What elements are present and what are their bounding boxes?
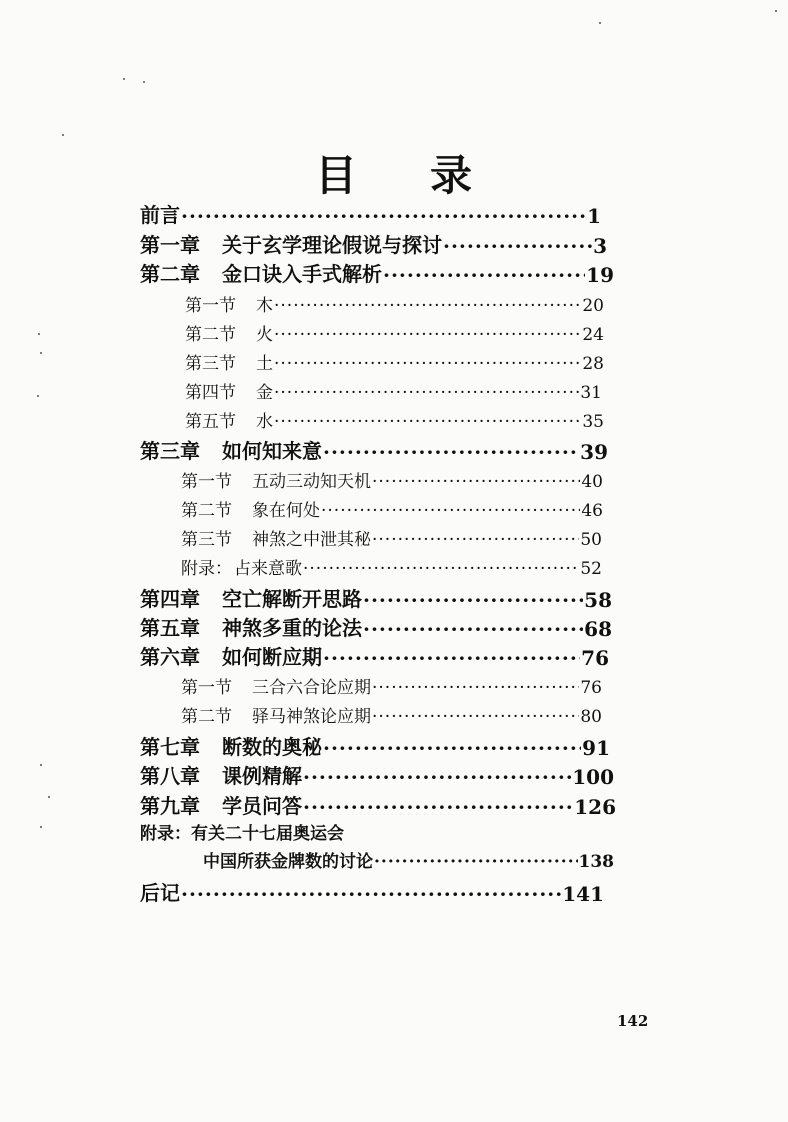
toc-entry-label: 后记	[140, 881, 180, 905]
toc-entry-title: 火	[256, 325, 273, 345]
toc-entry-title: 木	[256, 296, 273, 316]
scan-speck	[38, 333, 40, 335]
scan-speck	[40, 826, 42, 828]
toc-entry-label: 第九章	[140, 794, 200, 818]
toc-entry-title: 课例精解	[222, 764, 302, 788]
toc-entry-label: 第五节	[185, 412, 236, 432]
toc-entry-label: 第三章	[140, 439, 200, 463]
toc-entry-label: 第二节	[181, 501, 232, 521]
toc-entry-section	[181, 702, 602, 727]
toc-entry-title: 有关二十七届奥运会	[191, 824, 344, 844]
toc-entry-section	[185, 407, 604, 432]
toc-entry-section	[185, 291, 604, 316]
toc-entry-title: 关于玄学理论假说与探讨	[222, 233, 442, 257]
toc-entry-page: 3	[593, 234, 607, 258]
title-char-left: 目	[314, 151, 358, 200]
toc-entry-chapter-6	[140, 641, 609, 670]
toc-entry-title: 学员问答	[222, 794, 302, 818]
toc-entry-page: 138	[578, 852, 614, 872]
toc-entry-label: 第二节	[181, 707, 232, 727]
dot-leader	[323, 740, 581, 760]
toc-entry-page: 40	[581, 472, 603, 492]
scan-speck	[40, 352, 42, 354]
toc-entry-page: 31	[580, 383, 602, 403]
scan-speck	[37, 395, 39, 397]
toc-entry-page: 76	[580, 678, 602, 698]
toc-entry-page: 19	[586, 263, 614, 287]
toc-entry-title: 中国所获金牌数的讨论	[203, 852, 373, 872]
toc-entry-label: 前言	[140, 203, 180, 227]
toc-entry-page: 141	[562, 882, 604, 906]
toc-entry-title: 驿马神煞论应期	[252, 707, 371, 727]
toc-entry-page: 50	[580, 530, 602, 550]
toc-entry-page: 35	[582, 412, 604, 432]
dot-leader	[321, 504, 580, 521]
scan-speck	[599, 22, 601, 24]
toc-entry-label: 第四章	[140, 587, 200, 611]
toc-entry-title: 金	[256, 383, 273, 403]
toc-entry-page: 100	[572, 765, 614, 789]
toc-entry-page: 46	[581, 501, 603, 521]
toc-entry-label: 第二章	[140, 262, 200, 286]
dot-leader	[323, 444, 579, 464]
page-title	[0, 143, 788, 203]
toc-entry-label: 第六章	[140, 645, 200, 669]
toc-entry-chapter-7	[140, 731, 610, 760]
toc-entry-title: 如何知来意	[222, 439, 322, 463]
toc-entry-page: 39	[580, 440, 608, 464]
toc-entry-appendix	[181, 554, 602, 579]
toc-entry-label: 第一节	[181, 678, 232, 698]
toc-entry-title: 三合六合论应期	[252, 678, 371, 698]
dot-leader	[274, 415, 581, 432]
toc-entry-chapter-1	[140, 229, 607, 258]
toc-entry-appendix-olympics-cont	[203, 847, 614, 872]
toc-entry-label: 第一章	[140, 233, 200, 257]
toc-entry-title: 水	[256, 412, 273, 432]
scan-speck	[62, 134, 64, 136]
toc-entry-title: 象在何处	[252, 501, 320, 521]
toc-entry-label: 第五章	[140, 616, 200, 640]
toc-entry-preface	[140, 199, 601, 228]
toc-entry-title: 神煞多重的论法	[222, 616, 362, 640]
dot-leader	[374, 855, 578, 872]
dot-leader	[363, 621, 583, 641]
toc-entry-page: 76	[581, 646, 609, 670]
toc-entry-label: 第一节	[185, 296, 236, 316]
toc-entry-title: 占来意歌	[234, 559, 302, 579]
toc-entry-page: 28	[582, 354, 604, 374]
toc-entry-chapter-8	[140, 760, 614, 789]
toc-entry-chapter-2	[140, 258, 614, 287]
toc-entry-title: 五动三动知天机	[252, 472, 371, 492]
dot-leader	[274, 357, 581, 374]
toc-entry-page: 68	[584, 617, 612, 641]
dot-leader	[372, 681, 579, 698]
toc-entry-page: 91	[582, 736, 610, 760]
toc-entry-page: 80	[580, 707, 602, 727]
dot-leader	[303, 562, 579, 579]
dot-leader	[181, 886, 561, 906]
toc-entry-page: 58	[584, 588, 612, 612]
toc-entry-section	[185, 320, 604, 345]
scan-speck	[40, 764, 42, 766]
toc-entry-page: 24	[582, 325, 604, 345]
dot-leader	[181, 208, 586, 228]
toc-entry-chapter-9	[140, 790, 616, 819]
toc-entry-label: 第三节	[181, 530, 232, 550]
toc-entry-title: 空亡解断开思路	[222, 587, 362, 611]
toc-entry-title: 土	[256, 354, 273, 374]
toc-entry-title: 金口诀入手式解析	[222, 262, 382, 286]
toc-entry-section	[181, 467, 603, 492]
dot-leader	[372, 710, 579, 727]
dot-leader	[274, 299, 581, 316]
toc-entry-chapter-4	[140, 583, 612, 612]
title-char-right: 录	[430, 151, 474, 200]
dot-leader	[274, 386, 579, 403]
toc-entry-label: 第四节	[185, 383, 236, 403]
dot-leader	[363, 592, 583, 612]
toc-entry-title: 如何断应期	[222, 645, 322, 669]
scan-speck	[143, 81, 145, 83]
toc-entry-section	[181, 673, 602, 698]
toc-entry-page: 126	[574, 795, 616, 819]
toc-entry-label: 附录：	[181, 559, 232, 579]
scan-speck	[48, 796, 50, 798]
toc-entry-page: 20	[582, 296, 604, 316]
page-number: 142	[617, 1012, 649, 1030]
scan-speck	[775, 10, 777, 12]
toc-entry-chapter-3	[140, 435, 608, 464]
dot-leader	[383, 267, 585, 287]
dot-leader	[323, 650, 580, 670]
toc-entry-label: 附录：	[140, 824, 191, 844]
scan-speck	[123, 78, 125, 80]
toc-entry-label: 第八章	[140, 764, 200, 788]
toc-entry-label: 第七章	[140, 735, 200, 759]
dot-leader	[303, 769, 571, 789]
dot-leader	[274, 328, 581, 345]
toc-entry-title: 神煞之中泄其秘	[252, 530, 371, 550]
toc-entry-section	[181, 496, 603, 521]
dot-leader	[372, 533, 579, 550]
toc-entry-page: 52	[580, 559, 602, 579]
dot-leader	[443, 238, 592, 258]
toc-entry-label: 第三节	[185, 354, 236, 374]
toc-entry-section	[181, 525, 602, 550]
toc-entry-chapter-5	[140, 612, 612, 641]
toc-entry-postscript	[140, 877, 604, 906]
toc-entry-label: 第一节	[181, 472, 232, 492]
toc-entry-label: 第二节	[185, 325, 236, 345]
dot-leader	[303, 799, 573, 819]
toc-entry-section	[185, 378, 602, 403]
dot-leader	[372, 475, 580, 492]
toc-entry-section	[185, 349, 604, 374]
toc-entry-appendix-olympics	[140, 819, 344, 844]
toc-entry-title: 断数的奥秘	[222, 735, 322, 759]
toc-entry-page: 1	[587, 204, 601, 228]
